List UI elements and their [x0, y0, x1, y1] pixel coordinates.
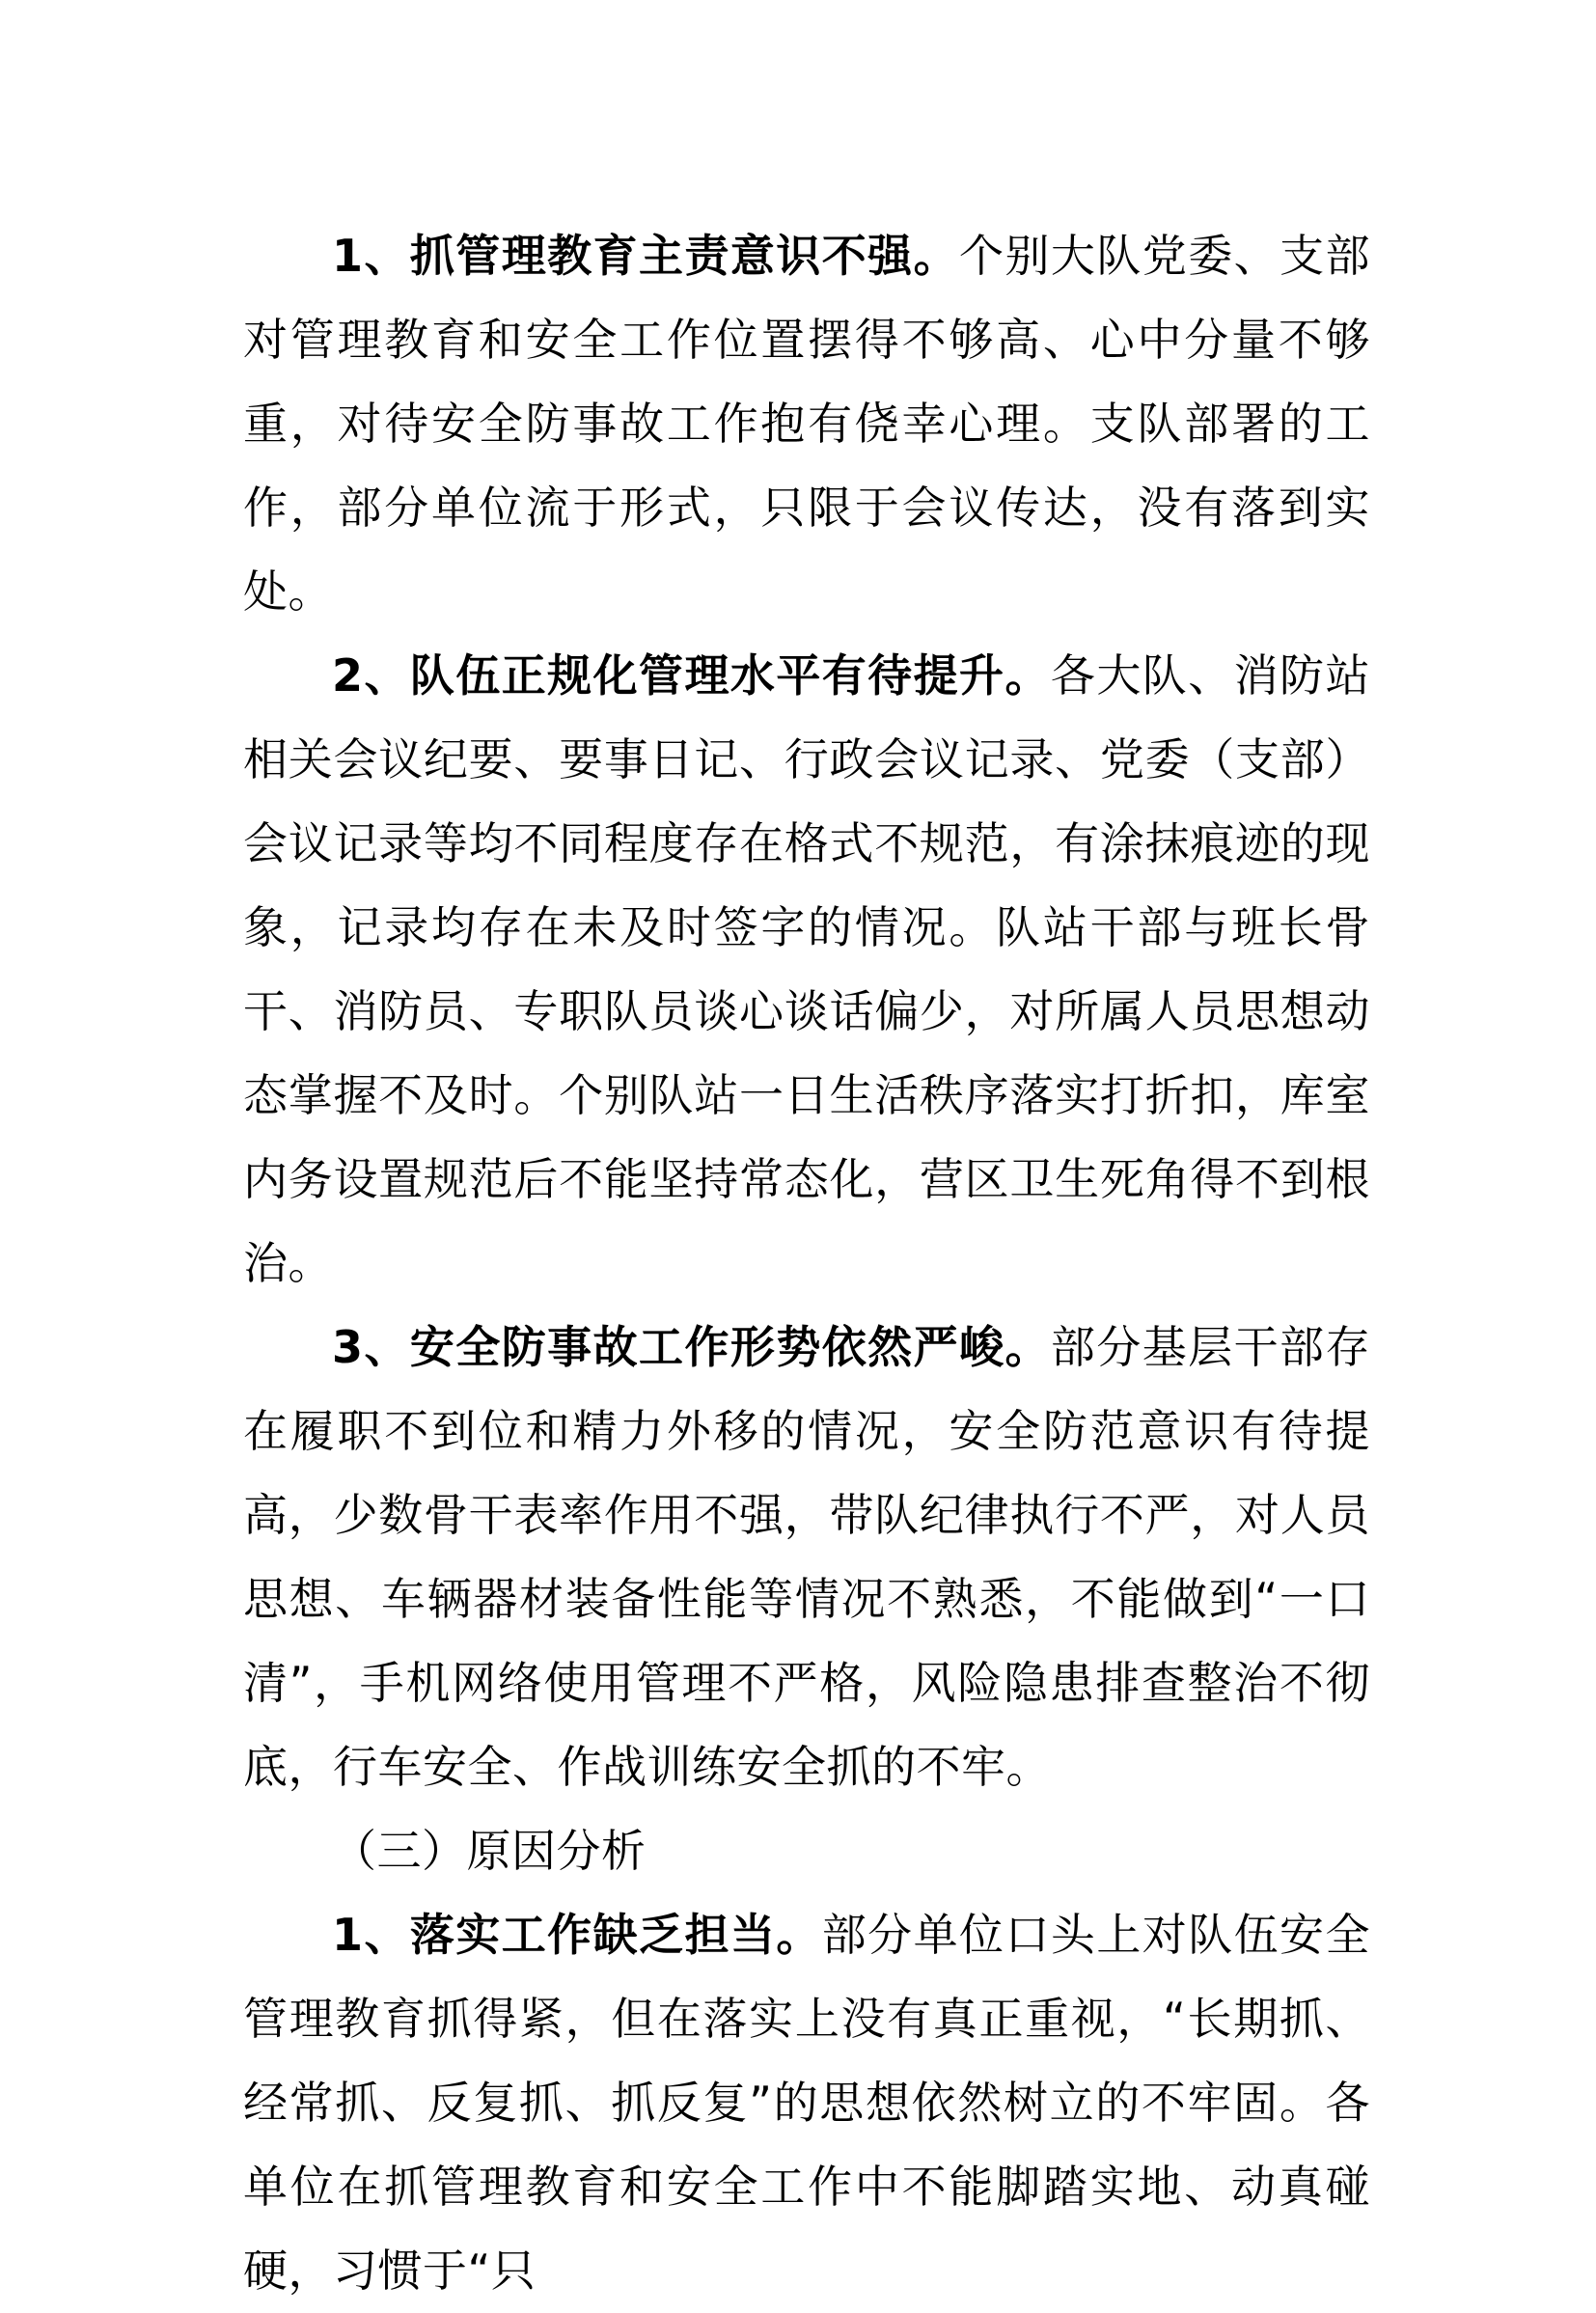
paragraph-1-heading: 1、抓管理教育主责意识不强。 [332, 230, 960, 282]
paragraph-1-body: 个别大队党委、支部对管理教育和安全工作位置摆得不够高、心中分量不够重，对待安全防事故工作抱有侥幸心理。支队部署的工作，部分单位流于形式，只限于会议传达，没有落到实处。 [243, 230, 1370, 618]
section-paragraph-1 [243, 1893, 1370, 2313]
paragraph-2 [243, 634, 1370, 1306]
paragraph-1 [243, 214, 1370, 634]
paragraph-3-body: 部分基层干部存在履职不到位和精力外移的情况，安全防范意识有待提高，少数骨干表率作用不强，带队纪律执行不严，对人员思想、车辆器材装备性能等情况不熟悉，不能做到“一口清”，手机网络使用管理不严格，风险隐患排查整治不彻底，行车安全、作战训练安全抓的不牢。 [243, 1321, 1370, 1793]
section-title: （三）原因分析 [332, 1825, 647, 1877]
paragraph-3-heading: 3、安全防事故工作形势依然严峻。 [332, 1321, 1051, 1373]
paragraph-2-heading: 2、队伍正规化管理水平有待提升。 [332, 649, 1051, 702]
paragraph-3 [243, 1306, 1370, 1809]
paragraph-2-body: 各大队、消防站相关会议纪要、要事日记、行政会议记录、党委（支部）会议记录等均不同程度存在格式不规范，有涂抹痕迹的现象，记录均存在未及时签字的情况。队站干部与班长骨干、消防员、专职队员谈心谈话偏少，对所属人员思想动态掌握不及时。个别队站一日生活秩序落实打折扣，库室内务设置规范后不能坚持常态化，营区卫生死角得不到根治。 [243, 649, 1370, 1289]
section-paragraph-1-heading: 1、落实工作缺乏担当。 [332, 1909, 822, 1961]
section-paragraph-1-body: 部分单位口头上对队伍安全管理教育抓得紧，但在落实上没有真正重视，“长期抓、经常抓、反复抓、抓反复”的思想依然树立的不牢固。各单位在抓管理教育和安全工作中不能脚踏实地、动真碰硬，习惯于“只 [243, 1909, 1370, 2297]
document-body [243, 214, 1370, 2313]
